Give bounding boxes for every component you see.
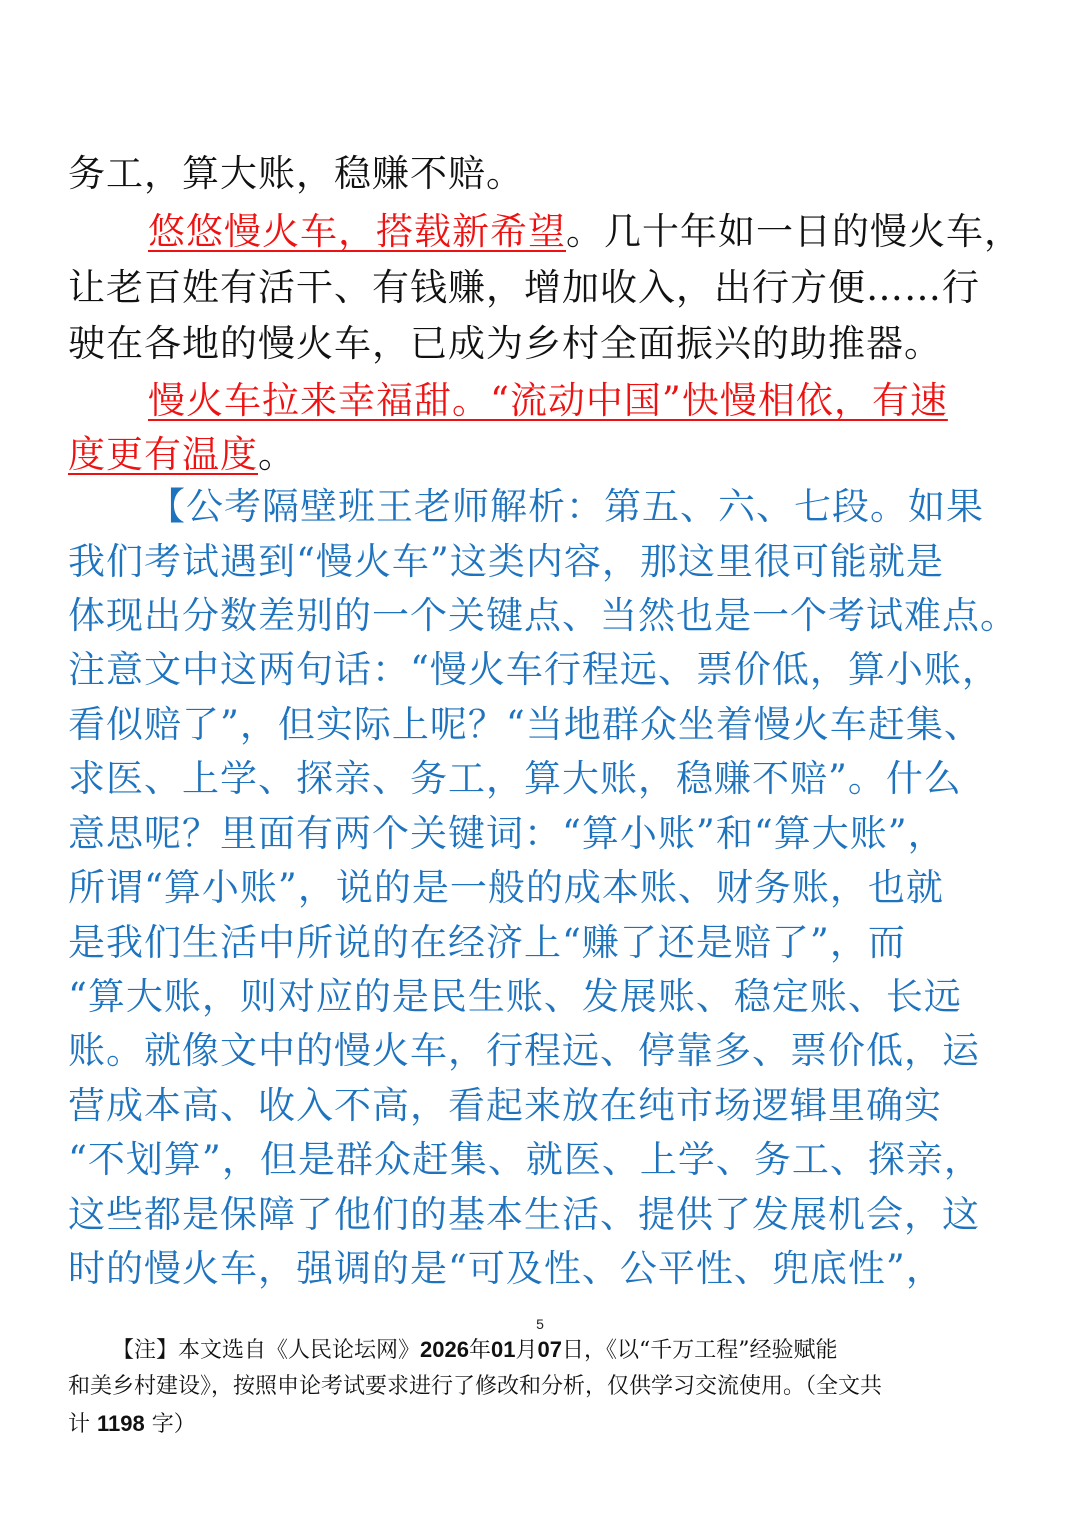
body-text: 务工，算大账，稳赚不赔。	[68, 152, 524, 195]
body-text: 。	[258, 433, 296, 476]
analysis-line: 这些都是保障了他们的基本生活、提供了发展机会，这	[68, 1193, 980, 1236]
analysis-line: 营成本高、收入不高，看起来放在纯市场逻辑里确实	[68, 1084, 942, 1127]
body-line-3	[68, 260, 1018, 316]
note-line-2: 和美乡村建设》，按照申论考试要求进行了修改和分析，仅供学习交流使用。（全文共	[68, 1374, 883, 1399]
note-year: 2026	[420, 1337, 469, 1362]
note-line-1	[112, 1334, 1018, 1366]
body-line-4	[68, 316, 1018, 372]
body-line-2	[148, 204, 1022, 260]
body-text: 。几十年如一日的慢火车，	[566, 210, 1022, 253]
analysis-line: 所谓“算小账”，说的是一般的成本账、财务账，也就	[68, 866, 944, 909]
body-line-6	[68, 427, 1018, 483]
note-month: 01	[490, 1337, 516, 1362]
note-text: 计	[68, 1412, 91, 1437]
note-line-3	[68, 1408, 1018, 1440]
highlight-heading-2: 慢火车拉来幸福甜。“流动中国”快慢相依，有速	[148, 379, 948, 422]
note-text: 字）	[151, 1412, 196, 1437]
note-word-count: 1198	[97, 1411, 145, 1436]
analysis-line: 求医、上学、探亲、务工，算大账，稳赚不赔”。什么	[68, 757, 962, 800]
analysis-line: 意思呢？里面有两个关键词：“算小账”和“算大账”，	[68, 812, 946, 855]
body-line-5	[148, 373, 1018, 429]
body-text: 驶在各地的慢火车，已成为乡村全面振兴的助推器。	[68, 322, 942, 365]
body-line-1	[68, 146, 1018, 202]
analysis-line: 我们考试遇到“慢火车”这类内容，那这里很可能就是	[68, 540, 944, 583]
page-number: 5	[536, 1316, 544, 1332]
analysis-line: 看似赔了”，但实际上呢？“当地群众坐着慢火车赶集、	[68, 703, 982, 746]
note-text: 月	[515, 1338, 538, 1363]
body-text: 让老百姓有活干、有钱赚，增加收入，出行方便……行	[68, 266, 980, 309]
analysis-line: 体现出分数差别的一个关键点、当然也是一个考试难点。	[68, 594, 1018, 637]
analysis-line: 时的慢火车，强调的是“可及性、公平性、兜底性”，	[68, 1247, 944, 1290]
highlight-heading-1: 悠悠慢火车，搭载新希望	[148, 210, 566, 253]
highlight-heading-2-cont: 度更有温度	[68, 433, 258, 476]
analysis-line: “算大账，则对应的是民生账、发展账、稳定账、长远	[68, 975, 962, 1018]
analysis-line: 注意文中这两句话：“慢火车行程远、票价低，算小账，	[68, 648, 1000, 691]
analysis-line: “不划算”，但是群众赶集、就医、上学、务工、探亲，	[68, 1138, 982, 1181]
analysis-line: 是我们生活中所说的在经济上“赚了还是赔了”，而	[68, 921, 906, 964]
analysis-line: 【公考隔壁班王老师解析：第五、六、七段。如果	[148, 485, 984, 528]
analysis-line: 账。就像文中的慢火车，行程远、停靠多、票价低，运	[68, 1029, 980, 1072]
note-text: 【注】本文选自《人民论坛网》	[112, 1338, 421, 1363]
note-day: 07	[537, 1337, 562, 1362]
note-text: 年	[468, 1338, 491, 1363]
note-text: 日，《以“千万工程”经验赋能	[561, 1338, 838, 1363]
